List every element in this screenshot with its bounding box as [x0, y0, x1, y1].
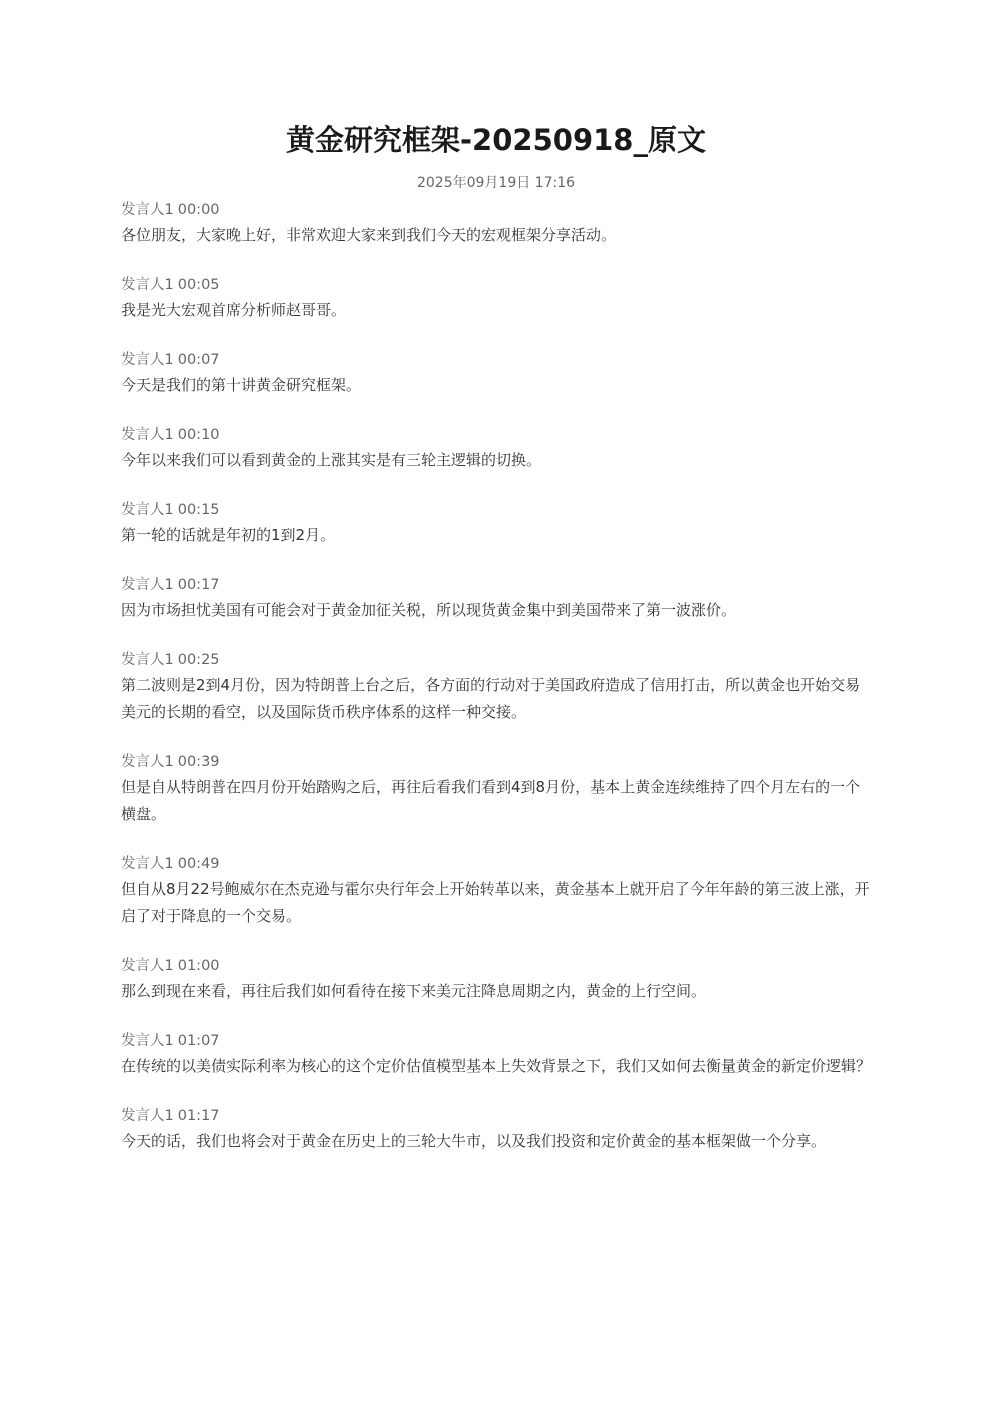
speaker-name: 发言人1	[121, 502, 174, 518]
speaker-line	[121, 751, 873, 773]
transcript-segment	[121, 499, 873, 549]
timestamp: 00:39	[177, 754, 220, 770]
timestamp: 00:25	[177, 652, 220, 668]
speaker-name: 发言人1	[121, 856, 174, 872]
timestamp: 01:00	[177, 958, 220, 974]
document-title: 黄金研究框架-20250918_原文	[286, 123, 706, 157]
speaker-line	[121, 349, 873, 371]
timestamp: 00:07	[177, 352, 220, 368]
utterance-text: 我是光大宏观首席分析师赵哥哥。	[121, 301, 347, 319]
timestamp: 00:49	[177, 856, 220, 872]
utterance-text: 因为市场担忧美国有可能会对于黄金加征关税，所以现货黄金集中到美国带来了第一波涨价。	[121, 601, 737, 619]
transcript-segment	[121, 574, 873, 624]
speaker-line	[121, 274, 873, 296]
speaker-name: 发言人1	[121, 1108, 174, 1124]
transcript-segment	[121, 853, 873, 930]
speaker-line	[121, 499, 873, 521]
speaker-name: 发言人1	[121, 652, 174, 668]
speaker-name: 发言人1	[121, 1033, 174, 1049]
transcript-segment	[121, 199, 873, 249]
utterance-text: 但是自从特朗普在四月份开始踏购之后，再往后看我们看到4到8月份，基本上黄金连续维持了四个月左右的一个横盘。	[121, 778, 861, 823]
transcript-segment	[121, 424, 873, 474]
transcript-segment	[121, 1105, 873, 1155]
speaker-name: 发言人1	[121, 427, 174, 443]
utterance-text: 今天的话，我们也将会对于黄金在历史上的三轮大牛市，以及我们投资和定价黄金的基本框架做一个分享。	[121, 1132, 827, 1150]
timestamp: 00:00	[177, 202, 220, 218]
document-date: 2025年09月19日 17:16	[416, 175, 576, 191]
utterance-text: 但自从8月22号鲍威尔在杰克逊与霍尔央行年会上开始转革以来，黄金基本上就开启了今年年龄的第三波上涨，开启了对于降息的一个交易。	[121, 880, 870, 925]
utterance-text: 各位朋友，大家晚上好，非常欢迎大家来到我们今天的宏观框架分享活动。	[121, 226, 617, 244]
utterance-text: 第二波则是2到4月份，因为特朗普上台之后，各方面的行动对于美国政府造成了信用打击，所以黄金也开始交易美元的长期的看空，以及国际货币秩序体系的这样一种交接。	[121, 676, 861, 721]
transcript-segment	[121, 274, 873, 324]
utterance-text: 第一轮的话就是年初的1到2月。	[121, 526, 336, 544]
speaker-line	[121, 955, 873, 977]
transcript	[121, 199, 873, 1180]
timestamp: 01:17	[177, 1108, 220, 1124]
timestamp: 00:05	[177, 277, 220, 293]
speaker-line	[121, 649, 873, 671]
speaker-line	[121, 424, 873, 446]
transcript-segment	[121, 955, 873, 1005]
speaker-name: 发言人1	[121, 754, 174, 770]
timestamp: 01:07	[177, 1033, 220, 1049]
speaker-line	[121, 1105, 873, 1127]
speaker-line	[121, 574, 873, 596]
speaker-name: 发言人1	[121, 277, 174, 293]
transcript-segment	[121, 649, 873, 726]
timestamp: 00:10	[177, 427, 220, 443]
utterance-text: 那么到现在来看，再往后我们如何看待在接下来美元注降息周期之内，黄金的上行空间。	[121, 982, 707, 1000]
speaker-line	[121, 1030, 873, 1052]
utterance-text: 今天是我们的第十讲黄金研究框架。	[121, 376, 362, 394]
transcript-segment	[121, 349, 873, 399]
transcript-segment	[121, 751, 873, 828]
timestamp: 00:17	[177, 577, 220, 593]
speaker-line	[121, 199, 873, 221]
speaker-name: 发言人1	[121, 958, 174, 974]
speaker-name: 发言人1	[121, 577, 174, 593]
timestamp: 00:15	[177, 502, 220, 518]
speaker-name: 发言人1	[121, 202, 174, 218]
transcript-segment	[121, 1030, 873, 1080]
utterance-text: 今年以来我们可以看到黄金的上涨其实是有三轮主逻辑的切换。	[121, 451, 542, 469]
speaker-line	[121, 853, 873, 875]
speaker-name: 发言人1	[121, 352, 174, 368]
utterance-text: 在传统的以美债实际利率为核心的这个定价估值模型基本上失效背景之下，我们又如何去衡量黄金的新定价逻辑？	[121, 1057, 872, 1075]
